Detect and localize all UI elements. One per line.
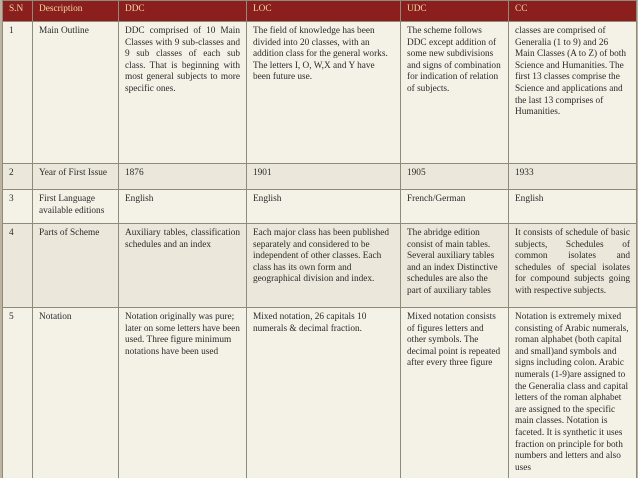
table-row <box>3 224 637 308</box>
cell-udc: French/German <box>401 190 509 224</box>
cell-sn: 3 <box>3 190 33 224</box>
cell-description: First Language available editions <box>33 190 119 224</box>
cell-ddc: Notation originally was pure; later on some letters have been used. Three figure minimum notations have been used <box>119 308 247 478</box>
table-row <box>3 308 637 478</box>
cell-ddc: 1876 <box>119 164 247 190</box>
cell-loc: 1901 <box>247 164 401 190</box>
cell-sn: 1 <box>3 22 33 164</box>
cell-description: Year of First Issue <box>33 164 119 190</box>
cell-udc: 1905 <box>401 164 509 190</box>
cell-description: Parts of Scheme <box>33 224 119 308</box>
header-sn: S.N <box>3 1 33 22</box>
cell-udc: The scheme follows DDC except addition of some new subdivisions and signs of combination for indication of relation of subjects. <box>401 22 509 164</box>
table-row <box>3 22 637 164</box>
cell-ddc: English <box>119 190 247 224</box>
table-row <box>3 190 637 224</box>
cell-ddc: DDC comprised of 10 Main Classes with 9 sub-classes and 9 sub classes of each sub class. That is beginning with most general subjects to more specific ones. <box>119 22 247 164</box>
comparison-table <box>2 0 637 478</box>
cell-cc: 1933 <box>509 164 637 190</box>
cell-loc: Each major class has been published separately and considered to be independent of other classes. Each class has its own form and geographical division and index. <box>247 224 401 308</box>
cell-udc: The abridge edition consist of main tables. Several auxiliary tables and an index Distinctive schedules are also the part of auxiliary tables <box>401 224 509 308</box>
header-ddc: DDC <box>119 1 247 22</box>
cell-udc: Mixed notation consists of figures letters and other symbols. The decimal point is repeated after every three figure <box>401 308 509 478</box>
cell-cc: English <box>509 190 637 224</box>
table-header-row <box>3 1 637 22</box>
header-loc: LOC <box>247 1 401 22</box>
cell-cc: It consists of schedule of basic subjects, Schedules of common isolates and schedules of special isolates for compound subjects going with respective subjects. <box>509 224 637 308</box>
cell-cc: classes are comprised of Generalia (1 to 9) and 26 Main Classes (A to Z) of both Science and Humanities. The first 13 classes comprise the Science and applications and the last 13 comprises of Humanities. <box>509 22 637 164</box>
cell-description: Notation <box>33 308 119 478</box>
cell-loc: Mixed notation, 26 capitals 10 numerals & decimal fraction. <box>247 308 401 478</box>
header-cc: CC <box>509 1 637 22</box>
cell-cc: Notation is extremely mixed consisting of Arabic numerals, roman alphabet (both capital and small)and symbols and signs including colon. Arabic numerals (1-9)are assigned to the Generalia class and capital letters of the roman alphabet are assigned to the specific main classes. Notation is faceted. It is synthetic it uses fraction on principle for both numbers and letters and also uses <box>509 308 637 478</box>
table-row <box>3 164 637 190</box>
cell-loc: The field of knowledge has been divided into 20 classes, with an addition class for the general works. The letters I, O, W,X and Y have been future use. <box>247 22 401 164</box>
header-udc: UDC <box>401 1 509 22</box>
cell-sn: 5 <box>3 308 33 478</box>
cell-sn: 2 <box>3 164 33 190</box>
cell-ddc: Auxiliary tables, classification schedules and an index <box>119 224 247 308</box>
cell-sn: 4 <box>3 224 33 308</box>
header-description: Description <box>33 1 119 22</box>
cell-loc: English <box>247 190 401 224</box>
cell-description: Main Outline <box>33 22 119 164</box>
